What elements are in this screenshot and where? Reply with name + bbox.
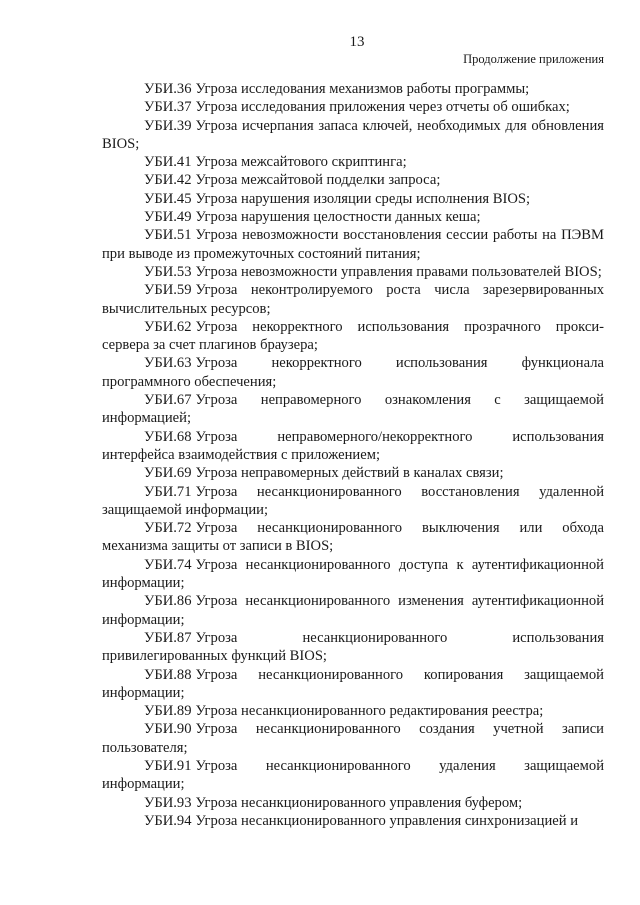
threat-code: УБИ.71 [144, 483, 192, 500]
threat-code: УБИ.59 [144, 282, 192, 299]
threat-code: УБИ.67 [144, 392, 192, 409]
continuation-label: Продолжение приложения [463, 52, 604, 66]
threat-text: Угроза межсайтовой подделки запроса; [195, 172, 441, 189]
threat-code: УБИ.63 [144, 355, 192, 372]
page-number: 13 [349, 34, 365, 50]
list-item [102, 428, 604, 465]
threat-code: УБИ.68 [144, 428, 192, 445]
list-item [102, 80, 604, 98]
threat-code: УБИ.89 [144, 703, 192, 720]
list-item [102, 354, 604, 391]
threat-text: Угроза несанкционированного доступа к аутентификационной информации; [102, 556, 604, 592]
list-item [102, 556, 604, 593]
threat-text: Угроза исследования приложения через отчеты об ошибках; [195, 99, 570, 116]
threat-text: Угроза неправомерных действий в каналах связи; [195, 465, 504, 482]
list-item [102, 263, 604, 281]
threat-code: УБИ.94 [144, 812, 192, 829]
threat-code: УБИ.45 [144, 190, 192, 207]
threat-text: Угроза неконтролируемого роста числа зарезервированных вычислительных ресурсов; [102, 282, 604, 317]
list-item [102, 117, 604, 154]
threat-text: Угроза некорректного использования прозрачного прокси-сервера за счет плагинов браузера; [102, 318, 604, 354]
threat-text: Угроза межсайтового скриптинга; [195, 154, 407, 171]
list-item [102, 592, 604, 629]
list-item [102, 208, 604, 226]
threat-code: УБИ.41 [144, 154, 192, 171]
list-item [102, 281, 604, 318]
threat-code: УБИ.86 [144, 593, 192, 610]
list-item [102, 757, 604, 794]
threat-text: Угроза несанкционированного использования привилегированных функций BIOS; [102, 629, 604, 665]
threat-text: Угроза несанкционированного создания учетной записи пользователя; [102, 721, 604, 756]
list-item [102, 794, 604, 812]
threat-text: Угроза невозможности восстановления сессии работы на ПЭВМ при выводе из промежуточных состояний питания; [102, 227, 604, 262]
list-item [102, 153, 604, 171]
threat-text: Угроза исследования механизмов работы программы; [195, 81, 530, 97]
threat-text: Угроза несанкционированного восстановления удаленной защищаемой информации; [102, 483, 604, 518]
threat-text: Угроза несанкционированного редактирования реестра; [195, 703, 544, 720]
threat-text: Угроза невозможности управления правами пользователей BIOS; [195, 263, 602, 280]
list-item [102, 98, 604, 116]
list-item [102, 226, 604, 263]
threat-code: УБИ.37 [144, 99, 192, 116]
threat-code: УБИ.53 [144, 263, 192, 280]
list-item [102, 391, 604, 428]
threat-code: УБИ.93 [144, 794, 192, 811]
threat-text: Угроза неправомерного/некорректного использования интерфейса взаимодействия с приложением; [102, 428, 604, 463]
list-item [102, 812, 604, 830]
list-item [102, 171, 604, 189]
list-item [102, 318, 604, 355]
threat-code: УБИ.62 [144, 318, 192, 335]
list-item [102, 519, 604, 556]
threat-text: Угроза некорректного использования функционала программного обеспечения; [102, 355, 604, 390]
threat-text: Угроза несанкционированного удаления защищаемой информации; [102, 757, 604, 793]
threat-code: УБИ.42 [144, 172, 192, 189]
threat-code: УБИ.74 [144, 556, 192, 573]
threat-text: Угроза нарушения изоляции среды исполнения BIOS; [195, 190, 531, 207]
threat-code: УБИ.91 [144, 757, 192, 774]
list-item [102, 483, 604, 520]
threat-list [102, 80, 604, 830]
threat-code: УБИ.88 [144, 666, 192, 683]
threat-code: УБИ.90 [144, 721, 192, 738]
threat-code: УБИ.49 [144, 209, 192, 226]
threat-code: УБИ.51 [144, 227, 192, 244]
threat-text: Угроза несанкционированного изменения аутентификационной информации; [102, 593, 604, 628]
threat-code: УБИ.72 [144, 520, 192, 537]
threat-code: УБИ.36 [144, 81, 192, 97]
list-item [102, 190, 604, 208]
threat-code: УБИ.39 [144, 117, 192, 134]
threat-text: Угроза несанкционированного управления синхронизацией и [195, 812, 579, 829]
list-item [102, 666, 604, 703]
threat-code: УБИ.87 [144, 629, 192, 646]
threat-text: Угроза несанкционированного управления буфером; [195, 794, 523, 811]
threat-text: Угроза несанкционированного выключения или обхода механизма защиты от записи в BIOS; [102, 520, 604, 555]
list-item [102, 720, 604, 757]
list-item [102, 702, 604, 720]
threat-text: Угроза исчерпания запаса ключей, необходимых для обновления BIOS; [102, 117, 604, 152]
threat-text: Угроза несанкционированного копирования защищаемой информации; [102, 666, 604, 701]
list-item [102, 629, 604, 666]
threat-text: Угроза неправомерного ознакомления с защищаемой информацией; [102, 392, 604, 427]
threat-code: УБИ.69 [144, 465, 192, 482]
threat-text: Угроза нарушения целостности данных кеша; [195, 209, 481, 226]
list-item [102, 464, 604, 482]
